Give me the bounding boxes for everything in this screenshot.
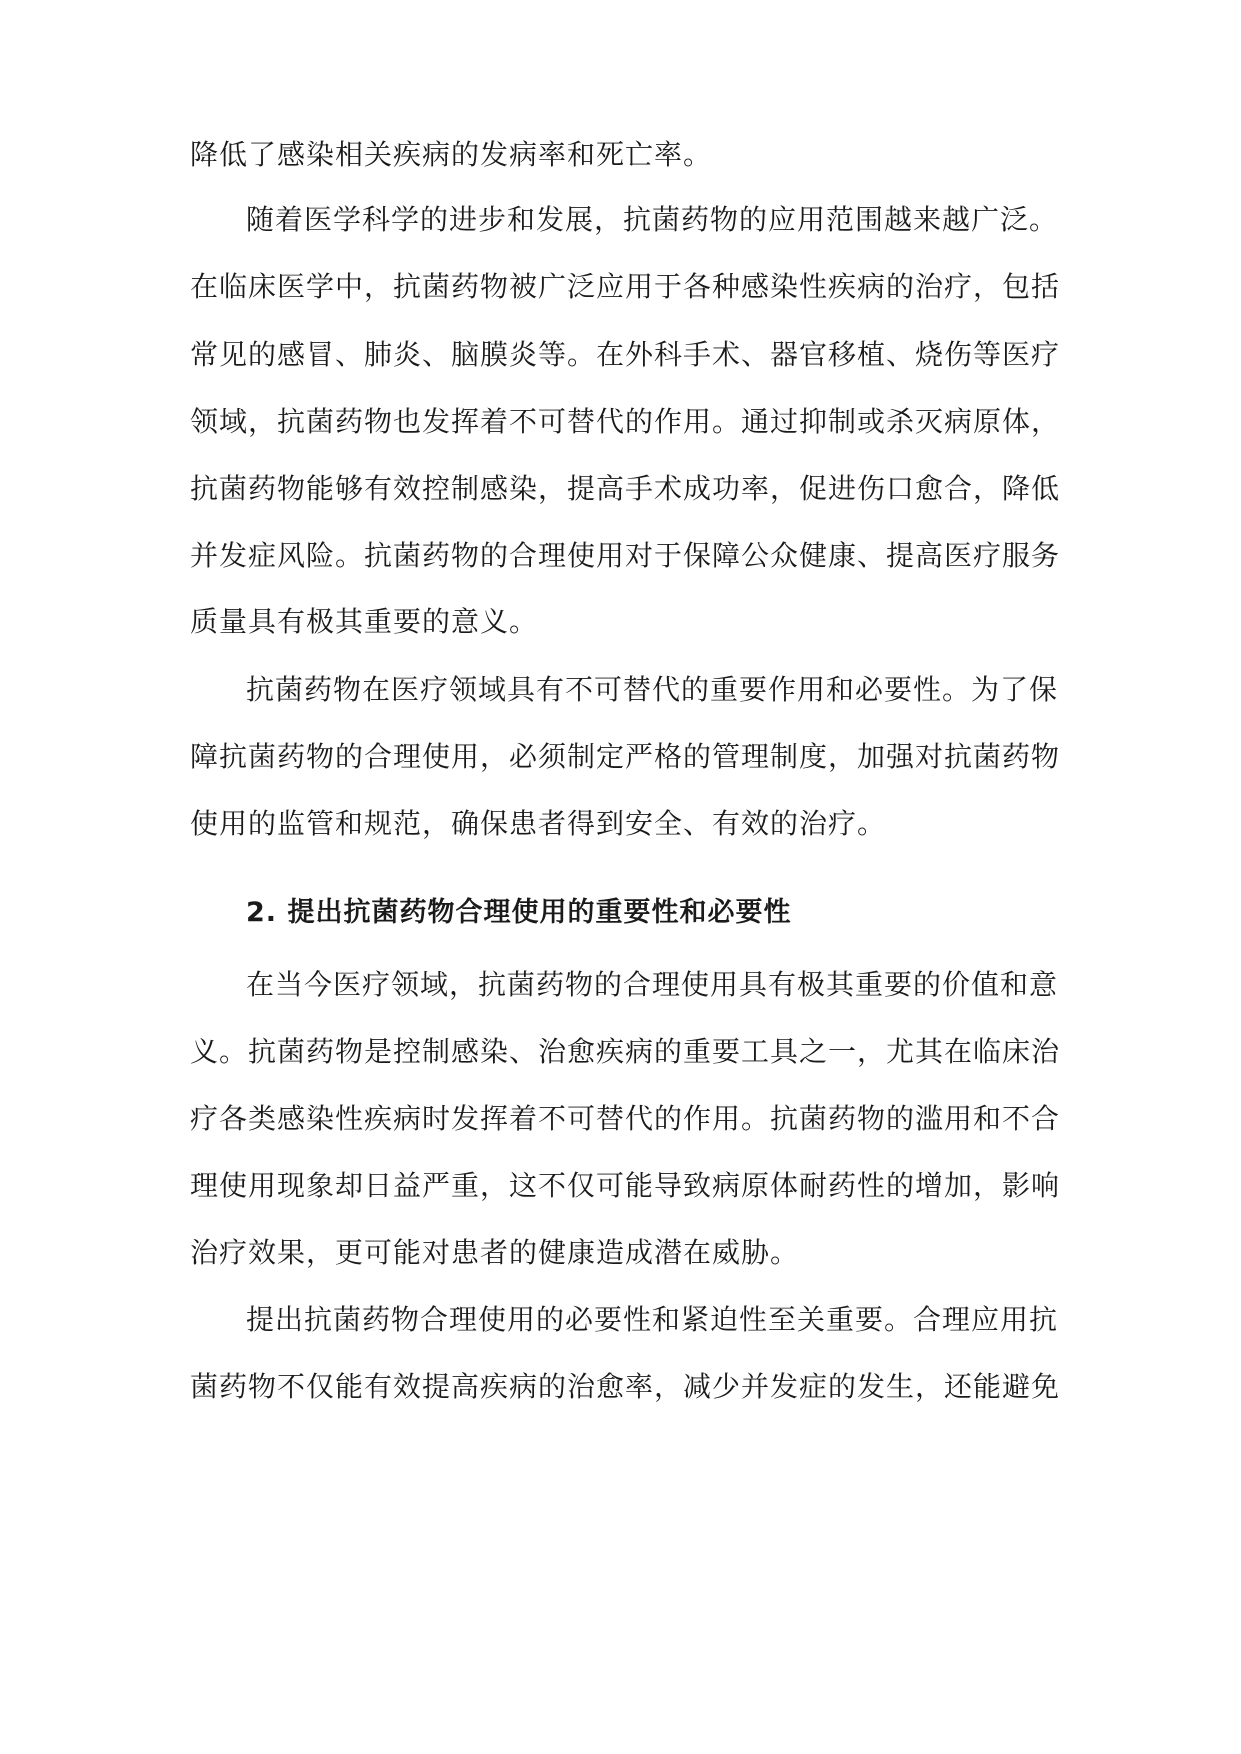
paragraph-line: 常见的感冒、肺炎、脑膜炎等。在外科手术、器官移植、烧伤等医疗 bbox=[190, 338, 1061, 371]
paragraph-line: 疗各类感染性疾病时发挥着不可替代的作用。抗菌药物的滥用和不合 bbox=[190, 1102, 1061, 1135]
paragraph-line: 质量具有极其重要的意义。 bbox=[190, 605, 539, 638]
paragraph-line: 理使用现象却日益严重，这不仅可能导致病原体耐药性的增加，影响 bbox=[190, 1169, 1061, 1202]
paragraph-line: 并发症风险。抗菌药物的合理使用对于保障公众健康、提高医疗服务 bbox=[190, 539, 1061, 572]
paragraph-line: 提出抗菌药物合理使用的必要性和紧迫性至关重要。合理应用抗 bbox=[246, 1303, 1059, 1336]
paragraph-line: 治疗效果，更可能对患者的健康造成潜在威胁。 bbox=[190, 1236, 800, 1269]
paragraph-line: 抗菌药物能够有效控制感染，提高手术成功率，促进伤口愈合，降低 bbox=[190, 472, 1061, 505]
paragraph-line: 抗菌药物在医疗领域具有不可替代的重要作用和必要性。为了保 bbox=[246, 673, 1059, 706]
paragraph-line: 障抗菌药物的合理使用，必须制定严格的管理制度，加强对抗菌药物 bbox=[190, 740, 1061, 773]
section-heading: 2. 提出抗菌药物合理使用的重要性和必要性 bbox=[246, 897, 792, 928]
paragraph-line: 领域，抗菌药物也发挥着不可替代的作用。通过抑制或杀灭病原体， bbox=[190, 405, 1061, 438]
paragraph-line: 在临床医学中，抗菌药物被广泛应用于各种感染性疾病的治疗，包括 bbox=[190, 270, 1061, 303]
paragraph-line: 菌药物不仅能有效提高疾病的治愈率，减少并发症的发生，还能避免 bbox=[190, 1370, 1061, 1403]
paragraph-line: 义。抗菌药物是控制感染、治愈疾病的重要工具之一，尤其在临床治 bbox=[190, 1035, 1061, 1068]
paragraph-line: 使用的监管和规范，确保患者得到安全、有效的治疗。 bbox=[190, 807, 887, 840]
paragraph-line: 随着医学科学的进步和发展，抗菌药物的应用范围越来越广泛。 bbox=[246, 203, 1059, 236]
paragraph-line: 降低了感染相关疾病的发病率和死亡率。 bbox=[190, 138, 713, 171]
paragraph-line: 在当今医疗领域，抗菌药物的合理使用具有极其重要的价值和意 bbox=[246, 968, 1059, 1001]
